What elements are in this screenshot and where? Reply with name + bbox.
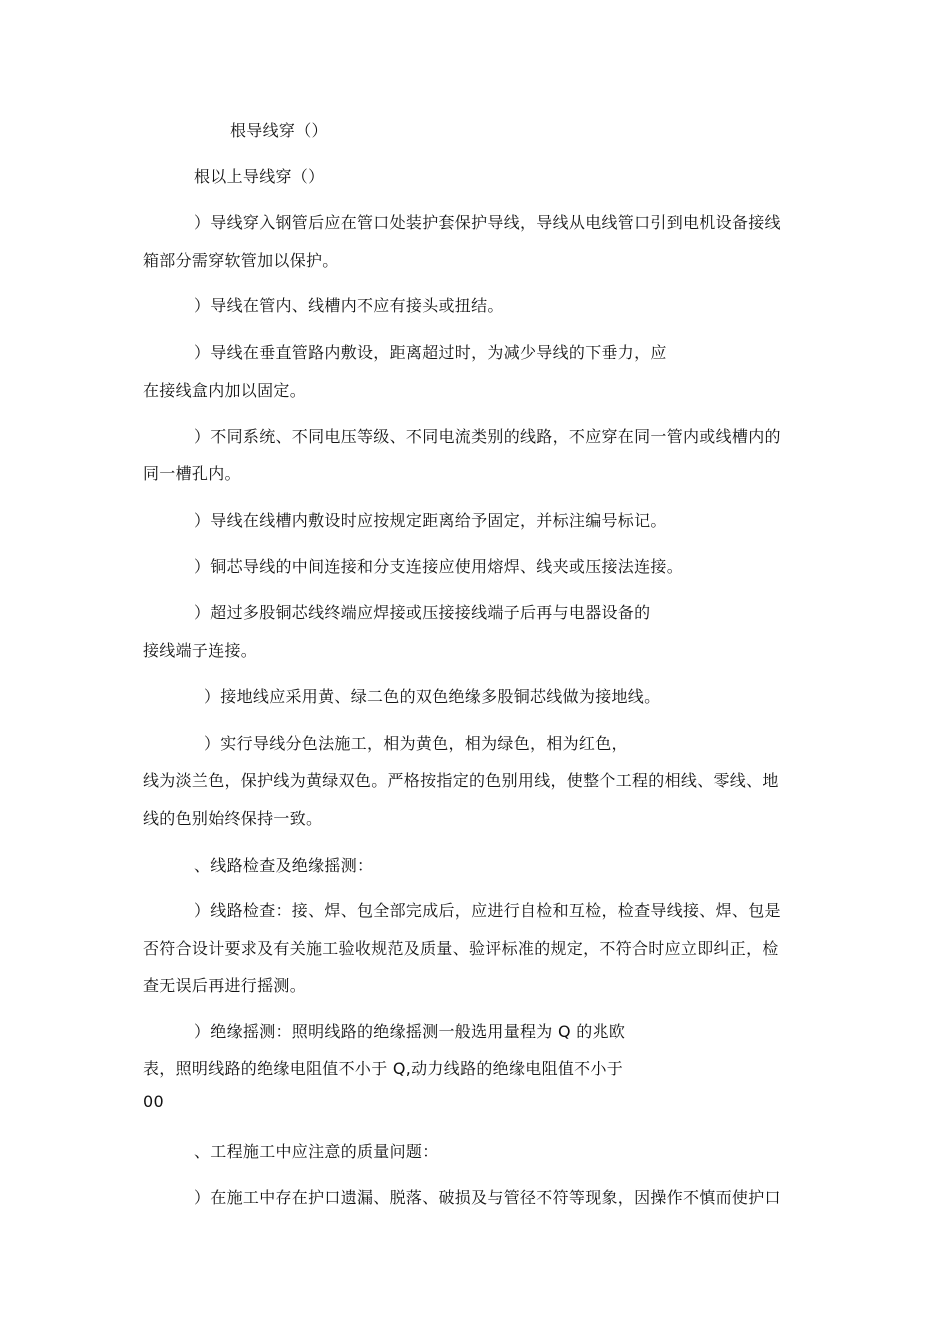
section-heading: 、线路检查及绝缘摇测： — [194, 856, 374, 875]
text-line: 在接线盒内加以固定。 — [143, 381, 307, 400]
text-line: 00 — [143, 1092, 164, 1111]
text-line: 根导线穿（） — [230, 121, 328, 140]
text-line: ）铜芯导线的中间连接和分支连接应使用熔焊、线夹或压接法连接。 — [194, 557, 684, 576]
text-line: ）导线在线槽内敷设时应按规定距离给予固定，并标注编号标记。 — [194, 511, 667, 530]
text-line: ）导线穿入钢管后应在管口处装护套保护导线，导线从电线管口引到电机设备接线 — [194, 213, 781, 232]
text-line: 线的色别始终保持一致。 — [143, 809, 323, 828]
text-line: ）实行导线分色法施工，相为黄色，相为绿色，相为红色， — [204, 734, 628, 753]
text-line: ）不同系统、不同电压等级、不同电流类别的线路，不应穿在同一管内或线槽内的 — [194, 427, 781, 446]
text-line: 否符合设计要求及有关施工验收规范及质量、验评标准的规定，不符合时应立即纠正，检 — [143, 939, 779, 958]
text-line: ）导线在管内、线槽内不应有接头或扭结。 — [194, 296, 504, 315]
text-line: 箱部分需穿软管加以保护。 — [143, 251, 339, 270]
text-line: ）超过多股铜芯线终端应焊接或压接接线端子后再与电器设备的 — [194, 603, 651, 622]
text-line: ）线路检查：接、焊、包全部完成后，应进行自检和互检，检查导线接、焊、包是 — [194, 901, 781, 920]
text-line: 根以上导线穿（） — [194, 167, 325, 186]
text-line: ）绝缘摇测：照明线路的绝缘摇测一般选用量程为 Q 的兆欧 — [194, 1022, 626, 1041]
text-line: 接线端子连接。 — [143, 641, 258, 660]
text-line: ）接地线应采用黄、绿二色的双色绝缘多股铜芯线做为接地线。 — [204, 687, 661, 706]
text-line: 同一槽孔内。 — [143, 464, 241, 483]
text-line: 查无误后再进行摇测。 — [143, 976, 307, 995]
section-heading: 、工程施工中应注意的质量问题： — [194, 1142, 439, 1161]
text-line: ）导线在垂直管路内敷设，距离超过时，为减少导线的下垂力，应 — [194, 343, 667, 362]
text-line: 表，照明线路的绝缘电阻值不小于 Q,动力线路的绝缘电阻值不小于 — [143, 1059, 624, 1078]
text-line: 线为淡兰色，保护线为黄绿双色。严格按指定的色别用线，使整个工程的相线、零线、地 — [143, 771, 779, 790]
text-line: ）在施工中存在护口遗漏、脱落、破损及与管径不符等现象，因操作不慎而使护口 — [194, 1188, 781, 1207]
